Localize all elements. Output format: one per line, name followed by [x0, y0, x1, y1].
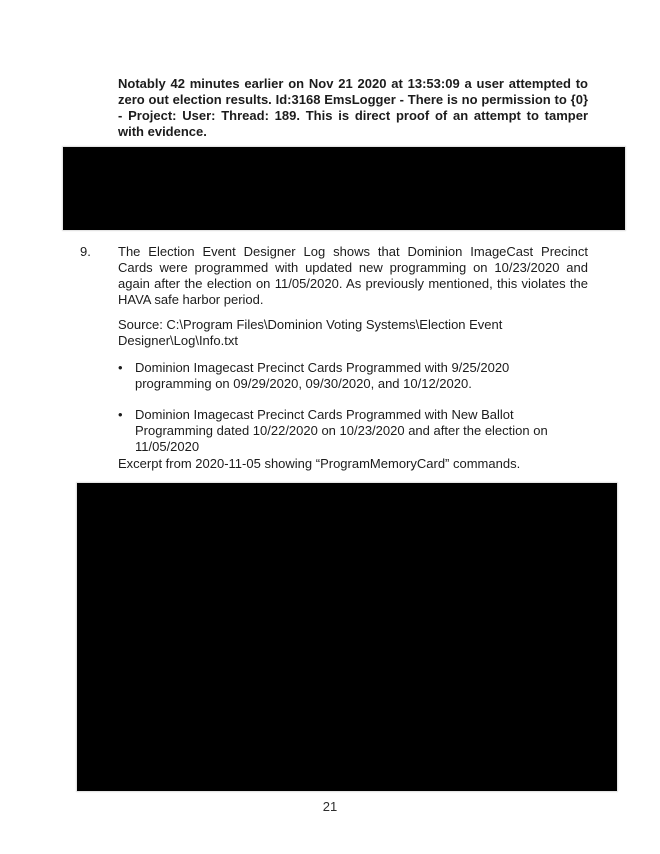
item-number: 9. [80, 244, 91, 259]
item-line: The Election Event Designer Log shows that Dominion ImageCast Precinct [118, 244, 588, 259]
bullet-item [118, 407, 548, 455]
bullet-icon: • [118, 360, 123, 375]
intro-line: with evidence. [118, 124, 207, 139]
item-line: again after the election on 11/05/2020. As previously mentioned, this violates the [118, 276, 588, 291]
source-paragraph [118, 317, 502, 349]
item-line: HAVA safe harbor period. [118, 292, 264, 307]
bullet-line: Dominion Imagecast Precinct Cards Programmed with 9/25/2020 [135, 360, 510, 375]
bullet-body [135, 407, 548, 455]
page-number: 21 [322, 799, 338, 814]
bullet-line: 11/05/2020 [135, 439, 200, 454]
bullet-icon: • [118, 407, 123, 422]
source-line: Designer\Log\Info.txt [118, 333, 238, 348]
source-line: Source: C:\Program Files\Dominion Voting Systems\Election Event [118, 317, 503, 332]
bullet-item [118, 360, 509, 392]
intro-line: - Project: User: Thread: 189. This is direct proof of an attempt to tamper [118, 108, 588, 123]
bullet-line: programming on 09/29/2020, 09/30/2020, and 10/12/2020. [135, 376, 472, 391]
redaction-block-1 [63, 147, 625, 230]
intro-line: Notably 42 minutes earlier on Nov 21 2020 at 13:53:09 a user attempted to [118, 76, 588, 91]
intro-line: zero out election results. Id:3168 EmsLogger - There is no permission to {0} [118, 92, 588, 107]
bullet-body [135, 360, 509, 392]
intro-paragraph [118, 76, 588, 140]
bullet-line: Programming dated 10/22/2020 on 10/23/2020 and after the election on [135, 423, 548, 438]
redaction-block-2 [77, 483, 617, 791]
item-body [118, 244, 588, 308]
item-line: Cards were programmed with updated new programming on 10/23/2020 and [118, 260, 588, 275]
excerpt-caption: Excerpt from 2020-11-05 showing “ProgramMemoryCard” commands. [118, 456, 521, 471]
bullet-line: Dominion Imagecast Precinct Cards Programmed with New Ballot [135, 407, 514, 422]
